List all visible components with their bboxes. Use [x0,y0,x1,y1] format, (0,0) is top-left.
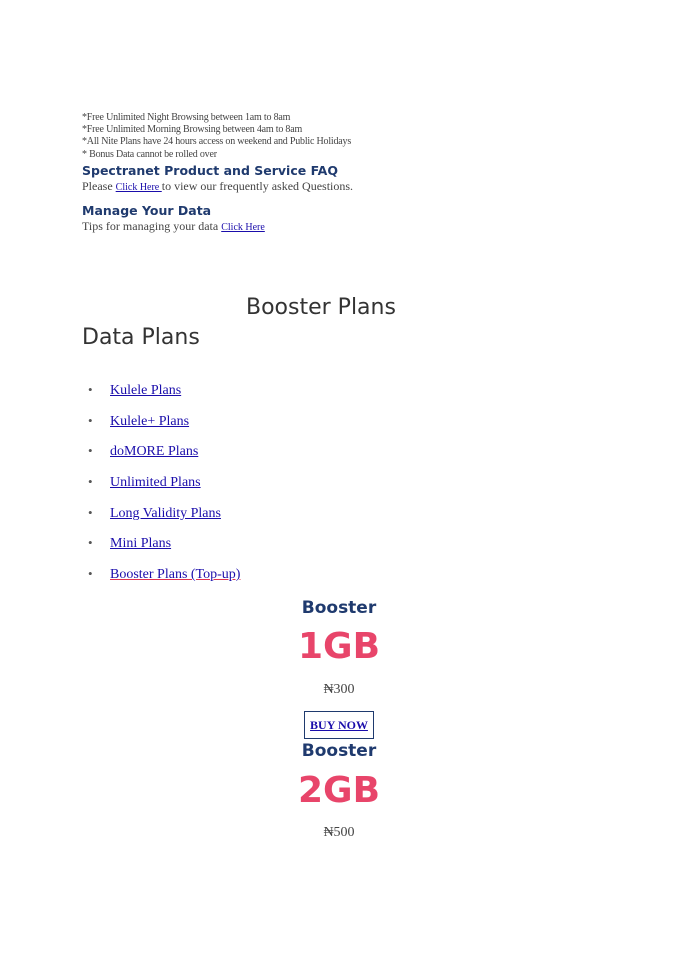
plan-link-booster-topup[interactable]: Booster Plans (Top-up) [110,567,241,583]
bullet-icon: • [88,474,93,490]
plan-link-domore[interactable]: doMORE Plans [110,444,199,460]
faq-click-here-link[interactable]: Click Here [115,182,162,193]
note-night-browsing: *Free Unlimited Night Browsing between 1am to 8am [82,112,291,123]
note-bonus-data: * Bonus Data cannot be rolled over [82,149,217,160]
manage-data-heading: Manage Your Data [82,203,212,218]
bullet-icon: • [88,412,93,428]
booster-2gb-size: 2GB [297,770,381,811]
bullet-icon: • [88,504,93,520]
manage-data-paragraph [82,219,265,234]
faq-prefix: Please [82,179,116,193]
faq-heading: Spectranet Product and Service FAQ [82,163,338,178]
bullet-icon: • [88,535,93,551]
data-plans-title: Data Plans [82,325,200,350]
booster-2gb-label: Booster [301,741,377,761]
bullet-icon: • [88,382,93,397]
booster-plans-title: Booster Plans [246,295,396,320]
bullet-icon: • [88,443,93,459]
booster-1gb-price: ₦300 [323,682,355,697]
booster-1gb-label: Booster [301,598,377,618]
booster-1gb-size: 1GB [297,626,381,667]
note-morning-browsing: *Free Unlimited Morning Browsing between 4am to 8am [82,124,303,135]
plan-link-long-validity[interactable]: Long Validity Plans [110,505,221,521]
manage-data-click-here-link[interactable]: Click Here [221,222,265,233]
note-nite-plans: *All Nite Plans have 24 hours access on weekend and Public Holidays [82,136,352,147]
plan-link-kulele[interactable]: Kulele Plans [110,383,182,398]
faq-paragraph [82,179,353,194]
faq-suffix: to view our frequently asked Questions. [161,179,354,193]
plan-link-mini[interactable]: Mini Plans [110,536,172,552]
booster-2gb-price: ₦500 [323,825,355,840]
plan-link-kulele-plus[interactable]: Kulele+ Plans [110,413,190,429]
buy-now-button[interactable]: BUY NOW [304,711,374,739]
bullet-icon: • [88,566,93,582]
plan-link-unlimited[interactable]: Unlimited Plans [110,475,201,491]
manage-data-prefix: Tips for managing your data [82,219,222,233]
